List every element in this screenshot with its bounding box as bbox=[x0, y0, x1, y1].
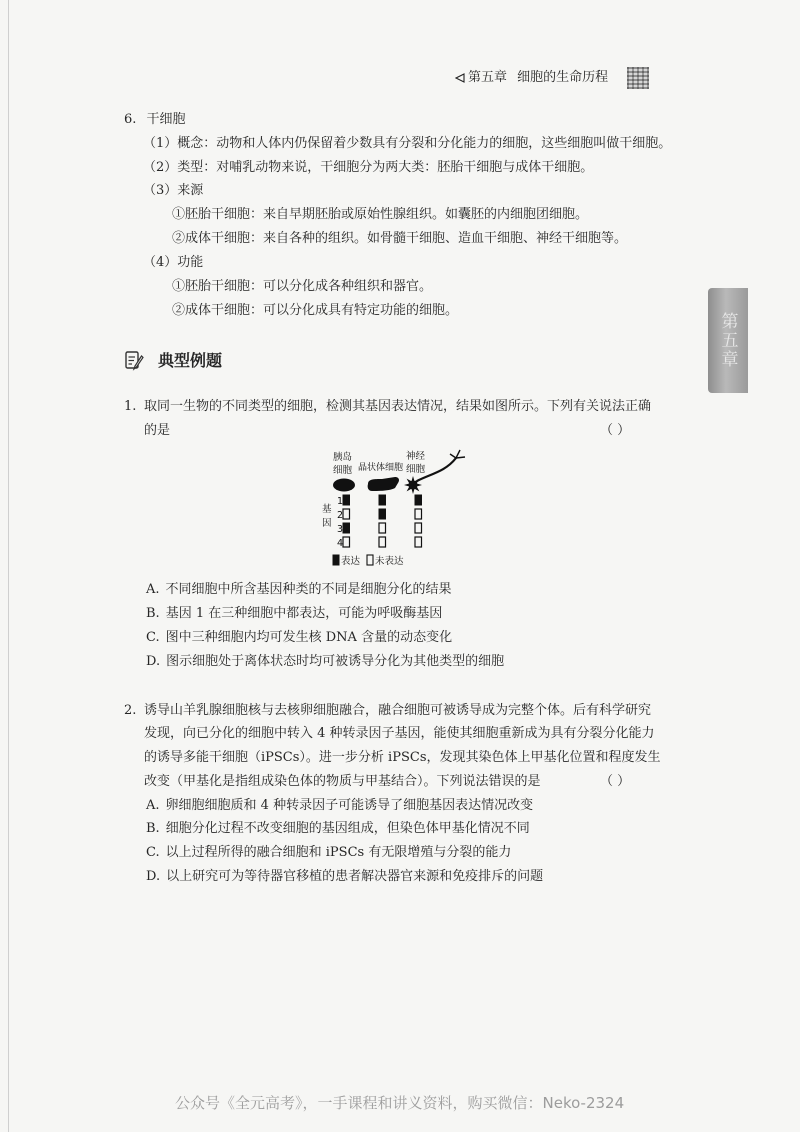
q2-option-b bbox=[146, 821, 530, 837]
chapter-number: 第五章 bbox=[468, 70, 508, 85]
option-text: 图中三种细胞内均可发生核 DNA 含量的动态变化 bbox=[165, 630, 453, 645]
gene-expression-figure bbox=[310, 446, 480, 574]
chapter-side-tab bbox=[708, 288, 748, 393]
option-text: 基因 1 在三种细胞中都表达，可能为呼吸酶基因 bbox=[165, 606, 443, 621]
q1-stem-line: 的是 bbox=[144, 423, 171, 438]
gene-bar-not-expressed bbox=[379, 523, 386, 533]
gene-axis-label-1: 基 bbox=[322, 504, 332, 515]
lens-cell-drawing bbox=[368, 477, 399, 491]
q2-stem-line: 的诱导多能干细胞（iPSCs）。进一步分析 iPSCs，发现其染色体上甲基化位置和程度发生 bbox=[144, 750, 661, 765]
q1-option-d bbox=[146, 654, 504, 670]
q2-stem-line: 改变（甲基化是指组成染色体的物质与甲基结合）。下列说法错误的是 bbox=[144, 774, 541, 789]
q1-number: 1. bbox=[124, 399, 137, 414]
source-item: ②成体干细胞：来自各种的组织。如骨髓干细胞、造血干细胞、神经干细胞等。 bbox=[172, 231, 628, 246]
gene-number-label: 1 bbox=[337, 496, 344, 507]
function-item: ②成体干细胞：可以分化成具有特定功能的细胞。 bbox=[172, 303, 459, 318]
option-text: 细胞分化过程不改变细胞的基因组成，但染色体甲基化情况不同 bbox=[165, 821, 530, 836]
option-letter: D. bbox=[146, 869, 161, 884]
cell-label-neuron-line2: 细胞 bbox=[406, 464, 426, 475]
gene-number-label: 4 bbox=[337, 538, 344, 549]
cell-label-islet-line2: 细胞 bbox=[333, 465, 353, 476]
footer-watermark: 公众号《全元高考》，一手课程和讲义资料，购买微信：Neko-2324 bbox=[175, 1094, 625, 1112]
function-item: ①胚胎干细胞：可以分化成各种组织和器官。 bbox=[172, 279, 433, 294]
legend-expressed-swatch bbox=[333, 555, 339, 565]
islet-cell-drawing bbox=[333, 479, 355, 492]
cell-label-lens: 晶状体细胞 bbox=[358, 463, 404, 473]
source-heading: （3）来源 bbox=[143, 183, 204, 198]
gene-number-label: 3 bbox=[337, 524, 344, 535]
option-text: 以上研究可为等待器官移植的患者解决器官来源和免疫排斥的问题 bbox=[166, 869, 544, 884]
running-header bbox=[468, 70, 608, 86]
option-text: 不同细胞中所含基因种类的不同是细胞分化的结果 bbox=[165, 582, 452, 597]
q1-option-b bbox=[146, 606, 442, 622]
q2-stem-line: 诱导山羊乳腺细胞核与去核卵细胞融合，融合细胞可被诱导成为完整个体。后有科学研究 bbox=[144, 703, 652, 718]
section-title: 干细胞 bbox=[146, 112, 186, 127]
scan-edge-line bbox=[8, 0, 9, 1132]
option-text: 以上过程所得的融合细胞和 iPSCs 有无限增殖与分裂的能力 bbox=[165, 845, 512, 860]
examples-heading: 典型例题 bbox=[158, 351, 223, 370]
legend-not-expressed-swatch bbox=[367, 555, 373, 565]
concept-line: （1）概念：动物和人体内仍保留着少数具有分裂和分化能力的细胞，这些细胞叫做干细胞。 bbox=[143, 136, 672, 151]
option-letter: C. bbox=[146, 845, 160, 860]
gene-bar-expressed bbox=[379, 495, 386, 505]
gene-bar-not-expressed bbox=[343, 537, 350, 547]
chapter-pattern-icon bbox=[627, 67, 649, 89]
gene-bar-expressed bbox=[343, 523, 350, 533]
legend-not-expressed-label: 未表达 bbox=[375, 556, 404, 567]
option-text: 卵细胞细胞质和 4 种转录因子可能诱导了细胞基因表达情况改变 bbox=[165, 798, 534, 813]
option-letter: C. bbox=[146, 630, 160, 645]
cell-label-neuron-line1: 神经 bbox=[406, 451, 426, 462]
q1-option-a bbox=[146, 582, 452, 598]
gene-bar-expressed bbox=[379, 509, 386, 519]
example-pen-icon bbox=[124, 349, 144, 371]
cell-label-islet-line1: 胰岛 bbox=[333, 452, 353, 463]
gene-bar-not-expressed bbox=[415, 523, 422, 533]
q2-stem-line: 发现，向已分化的细胞中转入 4 种转录因子基因，能使其细胞重新成为具有分裂分化能力 bbox=[144, 726, 655, 741]
section-number: 6. bbox=[124, 112, 137, 127]
gene-bar-not-expressed bbox=[379, 537, 386, 547]
gene-number-label: 2 bbox=[337, 510, 344, 521]
option-letter: A. bbox=[146, 798, 160, 813]
q2-option-c bbox=[146, 845, 511, 861]
gene-bar-not-expressed bbox=[415, 509, 422, 519]
function-heading: （4）功能 bbox=[143, 255, 204, 270]
legend-expressed-label: 表达 bbox=[341, 556, 361, 567]
source-item: ①胚胎干细胞：来自早期胚胎或原始性腺组织。如囊胚的内细胞团细胞。 bbox=[172, 207, 589, 222]
left-triangle-icon bbox=[455, 73, 465, 83]
option-text: 图示细胞处于离体状态时均可被诱导分化为其他类型的细胞 bbox=[166, 654, 505, 669]
option-letter: A. bbox=[146, 582, 160, 597]
option-letter: B. bbox=[146, 821, 160, 836]
option-letter: D. bbox=[146, 654, 161, 669]
q2-number: 2. bbox=[124, 703, 137, 718]
option-letter: B. bbox=[146, 606, 160, 621]
chapter-title: 细胞的生命历程 bbox=[517, 70, 609, 85]
section-heading bbox=[124, 112, 186, 128]
gene-bar-expressed bbox=[415, 495, 422, 505]
q2-option-d bbox=[146, 869, 543, 885]
gene-bar-not-expressed bbox=[343, 509, 350, 519]
gene-bar-expressed bbox=[343, 495, 350, 505]
q1-option-c bbox=[146, 630, 452, 646]
gene-axis-label-2: 因 bbox=[322, 518, 332, 529]
gene-bar-not-expressed bbox=[415, 537, 422, 547]
q1-stem-line: 取同一生物的不同类型的细胞，检测其基因表达情况，结果如图所示。下列有关说法正确 bbox=[144, 399, 652, 414]
q2-answer-blank: （ ） bbox=[600, 774, 631, 789]
side-tab-label: 第五章 bbox=[717, 312, 738, 369]
q1-answer-blank: （ ） bbox=[600, 423, 631, 438]
types-line: （2）类型：对哺乳动物来说，干细胞分为两大类：胚胎干细胞与成体干细胞。 bbox=[143, 160, 594, 175]
q2-option-a bbox=[146, 798, 533, 814]
